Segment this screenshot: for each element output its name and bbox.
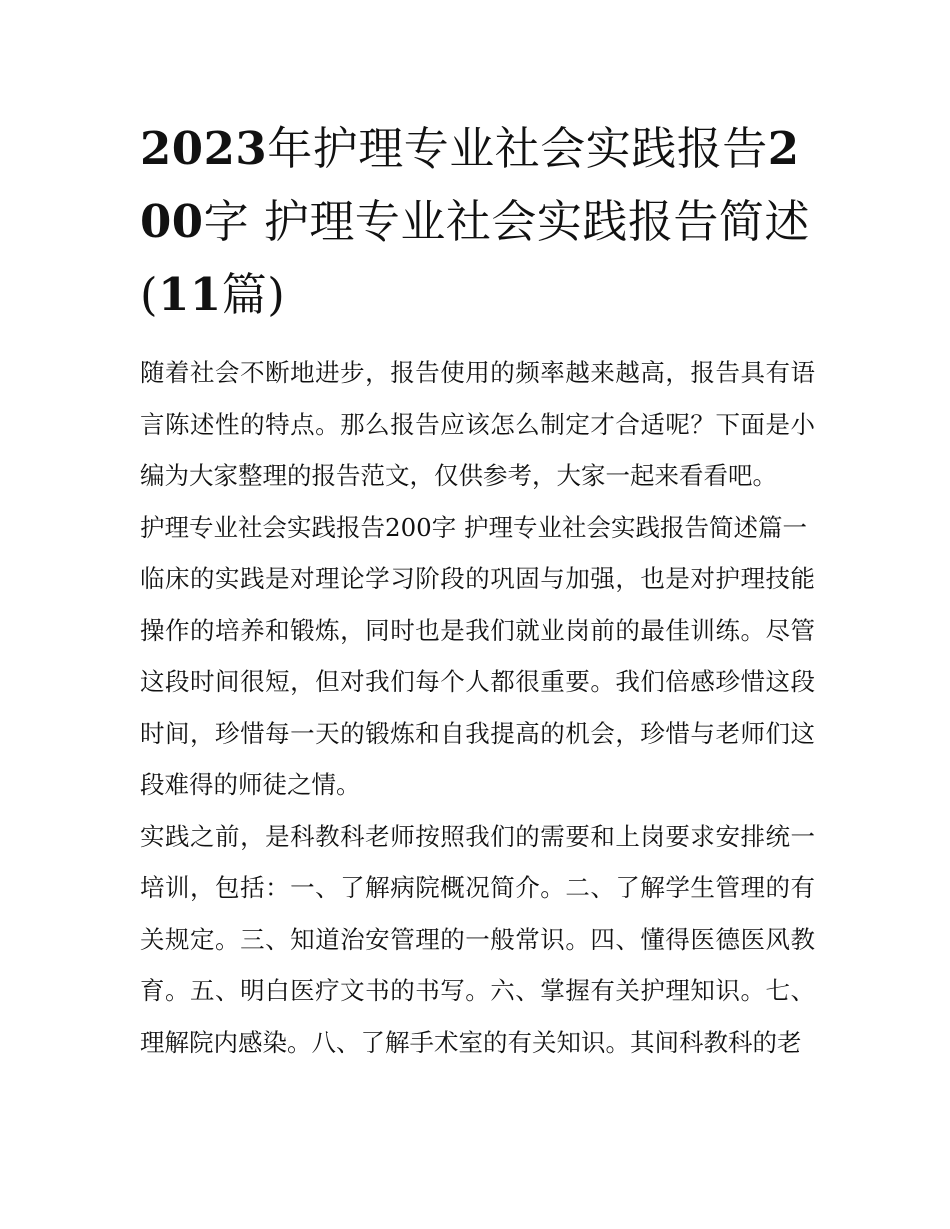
body-paragraph-1: 临床的实践是对理论学习阶段的巩固与加强，也是对护理技能操作的培养和锻炼，同时也是我们就业岗前的最佳训练。尽管这段时间很短，但对我们每个人都很重要。我们倍感珍惜这段时间，珍惜每一天的锻炼和自我提高的机会，珍惜与老师们这段难得的师徒之情。 <box>140 564 815 799</box>
intro-paragraph: 随着社会不断地进步，报告使用的频率越来越高，报告具有语言陈述性的特点。那么报告应该怎么制定才合适呢？下面是小编为大家整理的报告范文，仅供参考，大家一起来看看吧。 <box>140 358 815 490</box>
body-paragraph-2: 实践之前，是科教科老师按照我们的需要和上岗要求安排统一培训，包括：一、了解病院概况简介。二、了解学生管理的有关规定。三、知道治安管理的一般常识。四、懂得医德医风教育。五、明白医疗文书的书写。六、掌握有关护理知识。七、理解院内感染。八、了解手术室的有关知识。其间科教科的老 <box>140 821 815 1057</box>
title-text-1: 年护理专业社会实践报告 <box>267 122 768 175</box>
document-title <box>140 112 815 331</box>
section-heading: 护理专业社会实践报告200字 护理专业社会实践报告简述篇一 <box>140 512 808 542</box>
title-count: 11 <box>158 268 222 321</box>
title-word-count: 200 <box>140 122 800 248</box>
title-text-3: 篇) <box>221 268 286 321</box>
title-year: 2023 <box>140 122 268 175</box>
title-text-2: 字 护理专业社会实践报告简述( <box>140 195 810 321</box>
document-page <box>140 112 815 1068</box>
